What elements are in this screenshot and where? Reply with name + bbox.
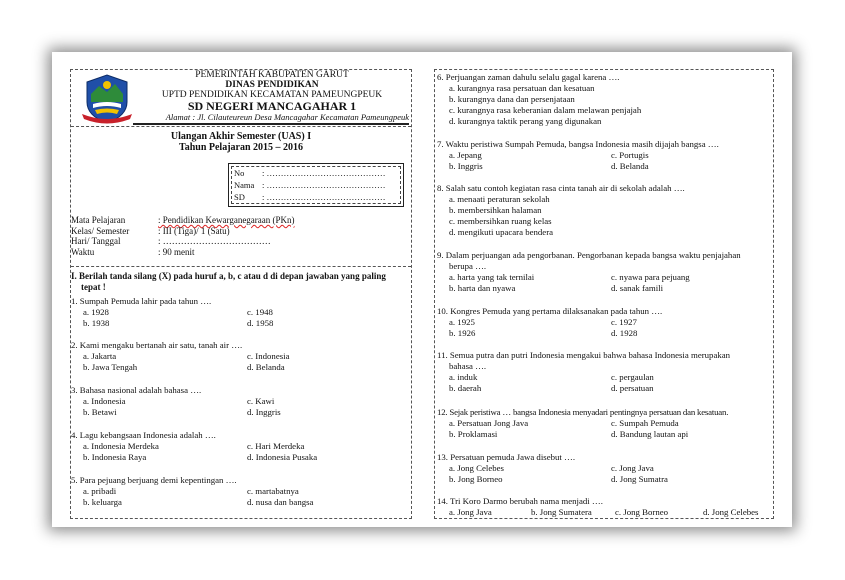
option: b. daerah	[449, 383, 482, 393]
left-column	[70, 69, 412, 519]
question-5: 5. Para pejuang berjuang demi kepentingan …. a. pribadi c. martabatnya b. keluarga d. nusa dan bangsa	[71, 475, 411, 508]
id-row-school: SD : ……………………………………	[234, 192, 386, 202]
option: d. 1958	[247, 318, 274, 328]
option: b. Indonesia Raya	[83, 452, 147, 462]
question-14: 14. Tri Koro Darmo berubah nama menjadi …. a. Jong Java b. Jong Sumatera c. Jong Borneo d. Jong Celebes	[437, 496, 773, 518]
option: d. nusa dan bangsa	[247, 497, 314, 507]
option: a. menaati peraturan sekolah	[449, 194, 550, 204]
question-9: 9. Dalam perjuangan ada pengorbanan. Pengorbanan kepada bangsa waktu penjajahan berupa …. a. harta yang tak ternilai c. nyawa para pejuang b. harta dan nyawa d. sanak famili	[437, 250, 773, 294]
option: a. 1925	[449, 317, 475, 327]
garut-regency-logo	[81, 72, 133, 126]
question-10: 10. Kongres Pemuda yang pertama dilaksanakan pada tahun …. a. 1925 c. 1927 b. 1926 d. 1928	[437, 306, 773, 339]
option: d. Jong Sumatra	[611, 474, 668, 484]
exam-year: Tahun Pelajaran 2015 – 2016	[178, 142, 304, 153]
option: a. induk	[449, 372, 478, 382]
letterhead-double-rule	[133, 123, 409, 125]
option: c. kurangnya rasa keberanian dalam melawan penjajah	[449, 105, 642, 115]
question-13: 13. Persatuan pemuda Jawa disebut …. a. Jong Celebes c. Jong Java b. Jong Borneo d. Jong Sumatra	[437, 452, 773, 485]
question-4: 4. Lagu kebangsaan Indonesia adalah …. a. Indonesia Merdeka c. Hari Merdeka b. Indonesia Raya d. Indonesia Pusaka	[71, 430, 411, 463]
government-line: PEMERINTAH KABUPATEN GARUT	[195, 70, 349, 80]
option: a. kurangnya rasa persatuan dan kesatuan	[449, 83, 595, 93]
option: a. Jong Celebes	[449, 463, 504, 473]
option: c. 1948	[247, 307, 273, 317]
option: a. Jong Java	[449, 507, 492, 517]
option: a. Indonesia Merdeka	[83, 441, 159, 451]
option: b. kurangnya dana dan persenjataan	[449, 94, 575, 104]
option: d. Belanda	[247, 362, 285, 372]
option: b. Jawa Tengah	[83, 362, 138, 372]
exam-sheet	[52, 52, 792, 527]
exam-title: Ulangan Akhir Semester (UAS) I	[170, 131, 312, 142]
option: b. Inggris	[449, 161, 483, 171]
option: c. Portugis	[611, 150, 649, 160]
question-6: 6. Perjuangan zaman dahulu selalu gagal karena …. a. kurangnya rasa persatuan dan kesatuan b. kurangnya dana dan persenjataan c. kurangnya rasa keberanian dalam melawan penjajah d. kurangnya taktik perang yang digunakan	[437, 72, 773, 127]
option: a. Jepang	[449, 150, 482, 160]
option: a. pribadi	[83, 486, 117, 496]
option: a. Persatuan Jong Java	[449, 418, 529, 428]
question-12: 12. Sejak peristiwa … bangsa Indonesia menyadari pentingnya persatuan dan kesatuan. a. Persatuan Jong Java c. Sumpah Pemuda b. Proklamasi d. Bandung lautan api	[437, 407, 773, 440]
option: b. 1938	[83, 318, 110, 328]
option: c. martabatnya	[247, 486, 299, 496]
option: b. Betawi	[83, 407, 117, 417]
option: c. Kawi	[247, 396, 275, 406]
question-11: 11. Semua putra dan putri Indonesia mengakui bahwa bahasa Indonesia merupakan bahasa …. a. induk c. pergaulan b. daerah d. persatuan	[437, 350, 773, 394]
option: d. mengikuti upacara bendera	[449, 227, 554, 237]
exam-meta	[71, 215, 411, 257]
option: a. Jakarta	[83, 351, 117, 361]
option: c. membersihkan ruang kelas	[449, 216, 552, 226]
letterhead-text	[133, 70, 411, 122]
option: a. Indonesia	[83, 396, 126, 406]
question-7: 7. Waktu peristiwa Sumpah Pemuda, bangsa Indonesia masih dijajah bangsa …. a. Jepang c. Portugis b. Inggris d. Belanda	[437, 139, 773, 172]
question-2: 2. Kami mengaku bertanah air satu, tanah air …. a. Jakarta c. Indonesia b. Jawa Tengah d. Belanda	[71, 340, 411, 373]
uptd-line: UPTD PENDIDIKAN KECAMATAN PAMEUNGPEUK	[161, 90, 383, 100]
meta-duration: Waktu : 90 menit	[71, 246, 195, 257]
option: d. Bandung lautan api	[611, 429, 689, 439]
option: b. 1926	[449, 328, 476, 338]
option: c. 1927	[611, 317, 637, 327]
id-row-number: No : ……………………………………	[234, 168, 386, 178]
option: b. membersihkan halaman	[449, 205, 542, 215]
right-column	[434, 69, 774, 519]
question-8: 8. Salah satu contoh kegiatan rasa cinta tanah air di sekolah adalah …. a. menaati peraturan sekolah b. membersihkan halaman c. membersihkan ruang kelas d. mengikuti upacara bendera	[437, 183, 773, 238]
office-line: DINAS PENDIDIKAN	[225, 80, 319, 90]
option: d. Belanda	[611, 161, 649, 171]
option: d. Inggris	[247, 407, 281, 417]
option: d. kurangnya taktik perang yang digunakan	[449, 116, 602, 126]
option: b. Jong Sumatera	[531, 507, 592, 517]
option: c. Indonesia	[247, 351, 290, 361]
option: d. persatuan	[611, 383, 654, 393]
option: d. sanak famili	[611, 283, 664, 293]
instruction: I. Berilah tanda silang (X) pada huruf a, b, c atau d di depan jawaban yang paling tepat !	[71, 271, 386, 292]
meta-date: Hari/ Tanggal : ………………………………	[71, 236, 271, 246]
option: c. Sumpah Pemuda	[611, 418, 679, 428]
option: c. Hari Merdeka	[247, 441, 305, 451]
student-id-box	[228, 163, 404, 207]
option: c. nyawa para pejuang	[611, 272, 690, 282]
option: d. Indonesia Pusaka	[247, 452, 318, 462]
option: b. Jong Borneo	[449, 474, 503, 484]
option: c. pergaulan	[611, 372, 654, 382]
id-row-name: Nama : ……………………………………	[234, 180, 386, 190]
school-name: SD NEGERI MANCAGAHAR 1	[187, 99, 357, 113]
exam-title-block	[71, 131, 411, 153]
option: d. Jong Celebes	[703, 507, 759, 517]
meta-class: Kelas/ Semester : III (Tiga)/ 1 (Satu)	[71, 225, 230, 236]
question-1: 1. Sumpah Pemuda lahir pada tahun …. a. 1928 c. 1948 b. 1938 d. 1958	[71, 296, 411, 329]
option: b. Proklamasi	[449, 429, 498, 439]
option: b. harta dan nyawa	[449, 283, 516, 293]
meta-subject: Mata Pelajaran : Pendidikan Kewarganegaraan (PKn)	[71, 215, 295, 225]
option: d. 1928	[611, 328, 638, 338]
option: c. Jong Borneo	[615, 507, 669, 517]
option: b. keluarga	[83, 497, 122, 507]
option: a. 1928	[83, 307, 109, 317]
school-address: Alamat : Jl. Cilauteureun Desa Mancagahar Kecamatan Pameungpeuk	[165, 112, 409, 122]
option: a. harta yang tak ternilai	[449, 272, 535, 282]
meta-divider	[71, 266, 411, 267]
question-3: 3. Bahasa nasional adalah bahasa …. a. Indonesia c. Kawi b. Betawi d. Inggris	[71, 385, 411, 418]
letterhead	[71, 70, 411, 127]
option: c. Jong Java	[611, 463, 654, 473]
